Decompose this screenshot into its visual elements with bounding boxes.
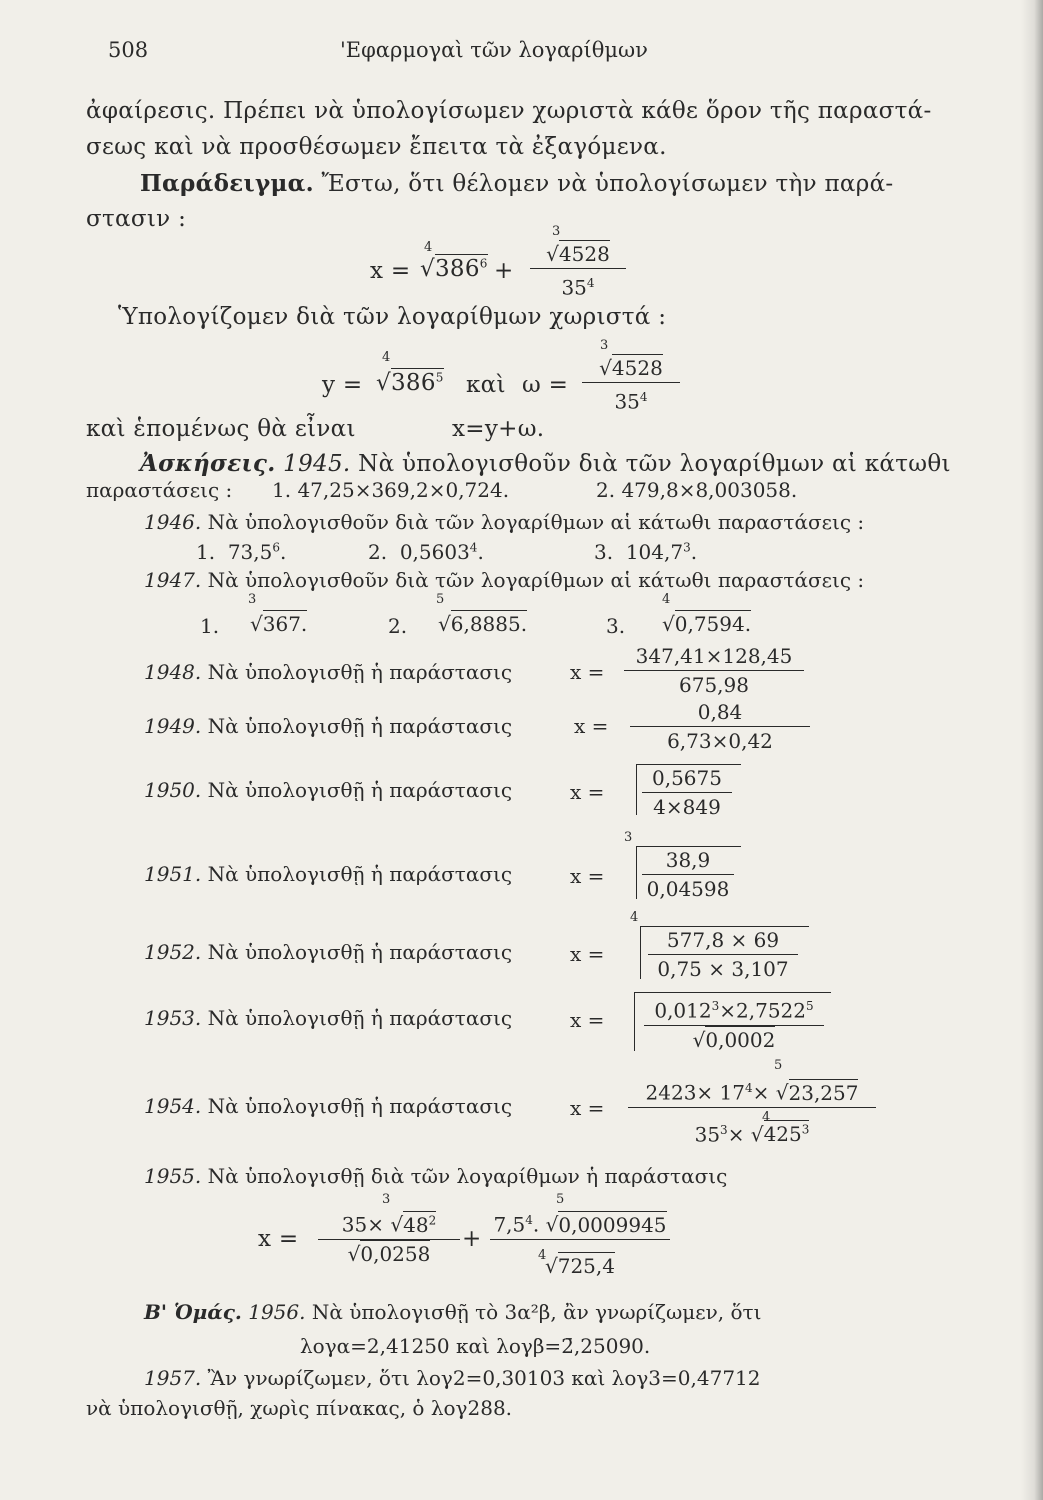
exercise-1948-lhs: x = (570, 660, 605, 684)
exercise-1952: 1952. Νὰ ὑπολογισθῇ ἡ παράστασις (144, 940, 513, 964)
exercise-1949-lhs: x = (574, 714, 609, 738)
exercise-1957: 1957. Ἂν γνωρίζωμεν, ὅτι λογ2=0,30103 καὶ λογ3=0,47712 (144, 1366, 761, 1390)
exercise-1947-r2: √6,8885. (438, 612, 528, 636)
page-number: 508 (108, 38, 149, 62)
exercise-1955-fraction-1: $35\times √48^2$ √0,0258 (318, 1208, 460, 1266)
exercise-1954: 1954. Νὰ ὑπολογισθῇ ἡ παράστασις (144, 1094, 513, 1118)
example-text: Ἔστω, ὅτι θέλομεν νὰ ὑπολογίσωμεν τὴν παρά- (313, 171, 894, 197)
example-label: Παράδειγμα. (140, 170, 314, 197)
exercise-1948-fraction: 347,41×128,45 675,98 (624, 644, 804, 697)
exercise-1953-lhs: x = (570, 1008, 605, 1032)
exercise-1955: 1955. Νὰ ὑπολογισθῇ διὰ τῶν λογαρίθμων ἡ παράστασις (144, 1164, 728, 1188)
formula1-lhs: x = (370, 258, 411, 284)
exercise-1952-lhs: x = (570, 942, 605, 966)
exercise-1955-f2-den-index: 4 (538, 1248, 547, 1263)
formula2-y-lhs: y = (322, 372, 363, 398)
exercise-1954-lhs: x = (570, 1096, 605, 1120)
example-line (140, 170, 894, 197)
exercise-1955-f1-index: 3 (382, 1192, 391, 1207)
exercise-1945: Ἀσκήσεις. 1945. Νὰ ὑπολογισθοῦν διὰ τῶν λογαρίθμων αἱ κάτωθι (140, 450, 951, 477)
exercise-1951-index: 3 (624, 830, 633, 845)
exercise-1951-fraction: 38,9 0,04598 (642, 848, 734, 901)
formula1-fraction (530, 242, 626, 300)
exercise-1951: 1951. Νὰ ὑπολογισθῇ ἡ παράστασις (144, 862, 513, 886)
formula1-den: $35^4$ (561, 275, 595, 300)
exercise-1947-r1: √367. (250, 612, 308, 636)
exercise-1949: 1949. Νὰ ὑπολογισθῇ ἡ παράστασις (144, 714, 513, 738)
exercise-1954-fraction: $2423\times 17^4\times √23,257$ $35^3\times √425^3$ (628, 1076, 876, 1146)
formula1-exp: 6 (479, 256, 488, 271)
exercise-1955-plus: + (462, 1226, 482, 1252)
separately-text: Ὑπολογίζομεν διὰ τῶν λογαρίθμων χωριστά : (118, 304, 667, 330)
formula1-root: $√386^6$ (420, 256, 488, 282)
exercise-1945-item2: 2. 479,8×8,003058. (596, 478, 798, 502)
exercise-1951-lhs: x = (570, 864, 605, 888)
exercise-1947-idx3: 4 (662, 592, 671, 607)
exercise-1953-fraction: $0,012^3\times 2,7522^5$ √0,0002 (644, 994, 824, 1052)
exercise-1948: 1948. Νὰ ὑπολογισθῇ ἡ παράστασις (144, 660, 513, 684)
formula2-root: $√386^5$ (376, 370, 444, 396)
exercise-1950: 1950. Νὰ ὑπολογισθῇ ἡ παράστασις (144, 778, 513, 802)
exercise-1955-f2-index: 5 (556, 1192, 565, 1207)
formula1-root-index: 4 (424, 240, 433, 255)
exercise-1953: 1953. Νὰ ὑπολογισθῇ ἡ παράστασις (144, 1006, 513, 1030)
exercise-1945-item1: 1. 47,25×369,2×0,724. (272, 478, 510, 502)
exercise-1952-fraction: 577,8 × 69 0,75 × 3,107 (648, 928, 798, 981)
consequently-formula: x=y+ω. (452, 416, 545, 442)
formula1-radicand: 386 (434, 256, 480, 282)
exercises-label: Ἀσκήσεις. (140, 450, 276, 477)
consequently-text: καὶ ἑπομένως θὰ εἶναι (86, 416, 356, 442)
exercise-1949-fraction: 0,84 6,73×0,42 (630, 700, 810, 753)
exercise-1955-fraction-2: $7,5^4$. √0,0009945 √725,4 (490, 1208, 670, 1278)
exercise-1946: 1946. Νὰ ὑπολογισθοῦν διὰ τῶν λογαρίθμων αἱ κάτωθι παραστάσεις : (144, 510, 865, 534)
exercise-1957-line2: νὰ ὑπολογισθῇ, χωρὶς πίνακας, ὁ λογ288. (86, 1396, 513, 1420)
exercise-1952-index: 4 (630, 910, 639, 925)
running-title: 'Εφαρμογαὶ τῶν λογαρίθμων (340, 38, 648, 62)
exercise-number: 1945. (283, 451, 351, 477)
exercise-1946-item3: 3. 104,7$^3$. (594, 540, 698, 564)
formula2-num-index: 3 (600, 338, 609, 353)
formula2-w-lhs: ω = (522, 372, 569, 398)
page-edge-shadow (1021, 0, 1043, 1500)
exercise-1950-fraction: 0,5675 4×849 (642, 766, 732, 819)
formula2-root-index: 4 (382, 350, 391, 365)
exercise-1955-lhs: x = (258, 1226, 299, 1252)
exercise-1947-r3: √0,7594. (662, 612, 752, 636)
example-line-2: στασιν : (86, 206, 187, 232)
formula1-num-index: 3 (552, 224, 561, 239)
formula2-and: καὶ (466, 372, 506, 398)
formula2-fraction: √4528 $35^4$ (582, 356, 680, 414)
exercise-1956: Β' Ὁμάς. 1956. Νὰ ὑπολογισθῇ τὸ 3α²β, ἂν γνωρίζωμεν, ὅτι (144, 1300, 762, 1324)
exercise-1946-item2: 2. 0,5603$^4$. (368, 540, 484, 564)
exercise-1950-lhs: x = (570, 780, 605, 804)
exercise-1947: 1947. Νὰ ὑπολογισθοῦν διὰ τῶν λογαρίθμων αἱ κάτωθι παραστάσεις : (144, 568, 865, 592)
exercise-1956-line2: λογα=2,41250 καὶ λογβ=2̄,25090. (300, 1334, 651, 1358)
exercise-1947-idx1: 3 (248, 592, 257, 607)
exercise-1945-line2: παραστάσεις : (86, 478, 233, 502)
exercise-1947-i2: 2. (388, 614, 408, 638)
exercise-1954-den-index: 4 (762, 1110, 771, 1125)
exercise-1947-i1: 1. (200, 614, 220, 638)
exercise-1954-num-index: 5 (774, 1058, 783, 1073)
exercise-1946-item1: 1. 73,5$^6$. (196, 540, 287, 564)
formula1-plus: + (494, 258, 514, 284)
intro-line-2: σεως καὶ νὰ προσθέσωμεν ἔπειτα τὰ ἐξαγόμενα. (86, 134, 667, 160)
intro-line-1: ἀφαίρεσις. Πρέπει νὰ ὑπολογίσωμεν χωριστὰ κάθε ὅρον τῆς παραστά- (86, 98, 932, 124)
exercise-1947-idx2: 5 (436, 592, 445, 607)
exercise-1947-i3: 3. (606, 614, 626, 638)
formula1-num: √4528 (546, 242, 610, 266)
